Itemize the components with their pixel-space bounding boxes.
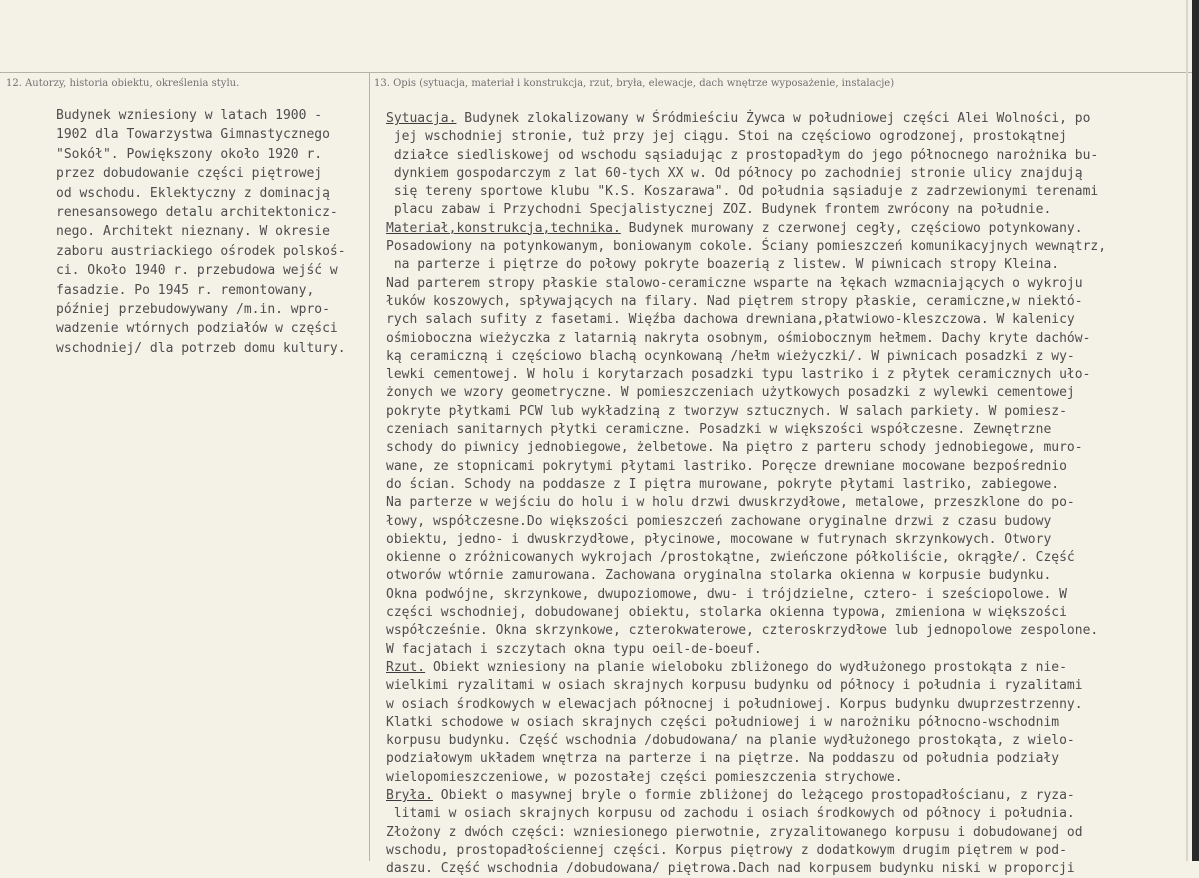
description-line (386, 769, 1186, 787)
line-text: pokryte płytkami PCW lub wykładziną z tworzyw sztucznych. W salach parkiety. W pomiesz- (386, 403, 1067, 419)
description-line (386, 824, 1186, 842)
description-line (386, 732, 1186, 750)
description-line (386, 403, 1186, 421)
description-line (386, 805, 1186, 823)
description-line (386, 531, 1186, 549)
description-line (386, 183, 1186, 201)
line-text: okienne o zróżnicowanych wykrojach /prostokątne, zwieńczone półkoliście, okrągłe/. Część (386, 550, 1075, 566)
line-text: otworów wtórnie zamurowana. Zachowana oryginalna stolarka okienna w korpusie budynku. (386, 568, 1052, 584)
line-text: działce siedliskowej od wschodu sąsiadując z prostopadłym do jego północnego narożnika bu- (386, 147, 1099, 163)
description-line (386, 147, 1186, 165)
history-line: nego. Architekt nieznany. W okresie (56, 224, 330, 240)
description-line (386, 586, 1186, 604)
line-text: łowy, współczesne.Do większości pomieszczeń zachowane oryginalne drzwi z czasu budowy (386, 513, 1052, 529)
line-text: placu zabaw i Przychodni Specjalistycznej ZOZ. Budynek frontem zwrócony na południe. (386, 202, 1052, 218)
line-text: Na parterze w wejściu do holu i w holu drzwi dwuskrzydłowe, metalowe, przeszklone do po- (386, 495, 1075, 511)
line-text: podziałowym układem wnętrza na parterze i na piętrze. Na poddaszu od południa podziały (386, 751, 1060, 767)
section-lead: Bryła. (386, 787, 433, 803)
line-text: wschodu, prostopadłościennej części. Korpus piętrowy z dodatkowym drugim piętrem w pod- (386, 842, 1067, 858)
description-line (386, 330, 1186, 348)
line-text: schody do piwnicy jednobiegowe, żelbetowe. Na piętro z parteru schody jednobiegowe, muro- (386, 440, 1083, 456)
line-text: W facjatach i szczytach okna typu oeil-de-boeuf. (386, 641, 762, 657)
description-line (386, 439, 1186, 457)
description-line (386, 458, 1186, 476)
line-text: rych salach sufity z fasetami. Więźba dachowa drewniana,płatwiowo-kleszczowa. W kalenicy (386, 312, 1075, 328)
header-rule (0, 72, 1199, 73)
description-line (386, 220, 1186, 238)
line-text: Obiekt wzniesiony na planie wieloboku zbliżonego do wydłużonego prostokąta z nie- (425, 659, 1067, 675)
description-line (386, 293, 1186, 311)
description-line (386, 421, 1186, 439)
line-text: dynkiem gospodarczym z lat 60-tych XX w. Od północy po zachodniej stronie ulicy znajdują (386, 165, 1083, 181)
history-line: fasadzie. Po 1945 r. remontowany, (56, 282, 315, 298)
line-text: Okna podwójne, skrzynkowe, dwupoziomowe, dwu- i trójdzielne, cztero- i sześciopolowe. W (386, 586, 1067, 602)
description-line (386, 787, 1186, 805)
line-text: obiektu, jedno- i dwuskrzydłowe, płycinowe, mocowane w futrynach skrzynkowych. Otwory (386, 531, 1052, 547)
line-text: ośmioboczna wieżyczka z latarnią nakryta osobnym, ośmiobocznym hełmem. Dachy kryte dachów- (386, 330, 1091, 346)
history-line: później przebudowywany /m.in. wpro- (56, 301, 330, 317)
description-line (386, 476, 1186, 494)
line-text: Budynek zlokalizowany w Śródmieściu Żywca w południowej części Alei Wolności, po (456, 111, 1091, 126)
line-text: współcześnie. Okna skrzynkowe, czterokwaterowe, czteroskrzydłowe lub jednopolowe zespolone. (386, 623, 1099, 639)
history-line: renesansowego detalu architektonicz- (56, 204, 338, 220)
history-line: zaboru austriackiego ośrodek polskoś- (56, 243, 346, 259)
section-lead: Materiał,konstrukcja,technika. (386, 220, 621, 236)
history-text (56, 106, 368, 358)
description-line (386, 275, 1186, 293)
description-line (386, 641, 1186, 659)
description-line (386, 677, 1186, 695)
history-line: przez dobudowanie części piętrowej (56, 166, 323, 182)
history-line: "Sokół". Powiększony około 1920 r. (56, 146, 323, 162)
line-text: korpusu budynku. Część wschodnia /dobudowana/ na planie wydłużonego prostokąta, z wielo- (386, 733, 1075, 749)
line-text: jej wschodniej stronie, tuż przy jej ciągu. Stoi na częściowo ogrodzonej, prostokątnej (386, 129, 1067, 145)
line-text: wielkimi ryzalitami w osiach skrajnych korpusu budynku od północy i południa i ryzalitami (386, 678, 1083, 694)
line-text: ką ceramiczną i częściowo blachą ocynkowaną /hełm wieżyczki/. W piwnicach posadzki z wy- (386, 348, 1075, 364)
line-text: lewki cementowej. W holu i korytarzach posadzki typu lastriko i z płytek ceramicznych uło- (386, 367, 1091, 383)
description-line (386, 238, 1186, 256)
line-text: do ścian. Schody na poddasze z I piętra murowane, pokryte płytami lastriko, zabiegowe. (386, 476, 1060, 492)
line-text: łuków koszowych, spływających na filary. Nad piętrem stropy płaskie, ceramiczne,w niektó- (386, 293, 1083, 309)
line-text: Złożony z dwóch części: wzniesionego pierwotnie, zryzalitowanego korpusu i dobudowanej od (386, 824, 1083, 840)
history-line: wschodniej/ dla potrzeb domu kultury. (56, 340, 346, 356)
description-line (386, 842, 1186, 860)
line-text: Posadowiony na potynkowanym, boniowanym cokole. Ściany pomieszczeń komunikacyjnych wewnątrz, (386, 239, 1107, 255)
description-line (386, 128, 1186, 146)
description-line (386, 494, 1186, 512)
description-line (386, 384, 1186, 402)
description-line (386, 348, 1186, 366)
description-line (386, 696, 1186, 714)
page-edge (1186, 0, 1188, 861)
description-line (386, 201, 1186, 219)
history-line: wadzenie wtórnych podziałów w części (56, 321, 338, 337)
description-text (386, 110, 1186, 878)
description-line (386, 659, 1186, 677)
description-line (386, 256, 1186, 274)
description-line (386, 750, 1186, 768)
line-text: litami w osiach skrajnych korpusu od zachodu i osiach środkowych od północy i południa. (386, 806, 1075, 822)
section-lead: Sytuacja. (386, 111, 457, 126)
description-line (386, 311, 1186, 329)
line-text: Nad parterem stropy płaskie stalowo-ceramiczne wsparte na łękach wzmacniających o wykroju (386, 275, 1083, 291)
description-line (386, 165, 1186, 183)
column-divider (369, 73, 370, 861)
description-line (386, 513, 1186, 531)
section-lead: Rzut. (386, 659, 426, 675)
section-header-authors: 12. Autorzy, historia obiektu, określenia stylu. (6, 78, 240, 89)
description-line (386, 860, 1186, 878)
line-text: wielopomieszczeniowe, w pozostałej części pomieszczenia strychowe. (386, 769, 903, 785)
history-line: 1902 dla Towarzystwa Gimnastycznego (56, 127, 330, 143)
description-line (386, 549, 1186, 567)
description-line (386, 567, 1186, 585)
line-text: części wschodniej, dobudowanej obiektu, stolarka okienna typowa, zmieniona w większości (386, 605, 1067, 621)
line-text: w osiach środkowych w elewacjach północnej i południowej. Korpus budynku dwuprzestrzenny. (386, 696, 1083, 712)
line-text: wane, ze stopnicami pokrytymi płytami lastriko. Poręcze drewniane mocowane bezpośrednio (386, 458, 1067, 474)
history-line: Budynek wzniesiony w latach 1900 - (56, 108, 323, 123)
description-line (386, 366, 1186, 384)
description-line (386, 110, 1186, 128)
history-line: ci. Około 1940 r. przebudowa wejść w (56, 263, 338, 279)
description-line (386, 714, 1186, 732)
line-text: się tereny sportowe klubu "K.S. Koszarawa". Od południa sąsiaduje z zadrzewionymi terenami (386, 184, 1099, 200)
line-text: na parterze i piętrze do połowy pokryte boazerią z listew. W piwnicach stropy Kleina. (386, 257, 1060, 273)
line-text: daszu. Część wschodnia /dobudowana/ piętrowa.Dach nad korpusem budynku niski w proporcji (386, 861, 1075, 877)
page-edge-shadow (1192, 0, 1199, 861)
line-text: żonych we wzory geometryczne. W pomieszczeniach użytkowych posadzki z wylewki cementowej (386, 385, 1075, 401)
description-line (386, 622, 1186, 640)
section-header-description: 13. Opis (sytuacja, materiał i konstrukcja, rzut, bryła, elewacje, dach wnętrze wyposażenie, instalacje) (374, 78, 895, 89)
description-line (386, 604, 1186, 622)
line-text: Klatki schodowe w osiach skrajnych części południowej i w narożniku północno-wschodnim (386, 714, 1060, 730)
line-text: Budynek murowany z czerwonej cegły, częściowo potynkowany. (620, 220, 1083, 236)
line-text: czeniach sanitarnych płytki ceramiczne. Posadzki w większości współczesne. Zewnętrzne (386, 422, 1052, 438)
line-text: Obiekt o masywnej bryle o formie zbliżonej do leżącego prostopadłościanu, z ryza- (432, 787, 1075, 803)
history-line: od wschodu. Eklektyczny z dominacją (56, 185, 330, 201)
